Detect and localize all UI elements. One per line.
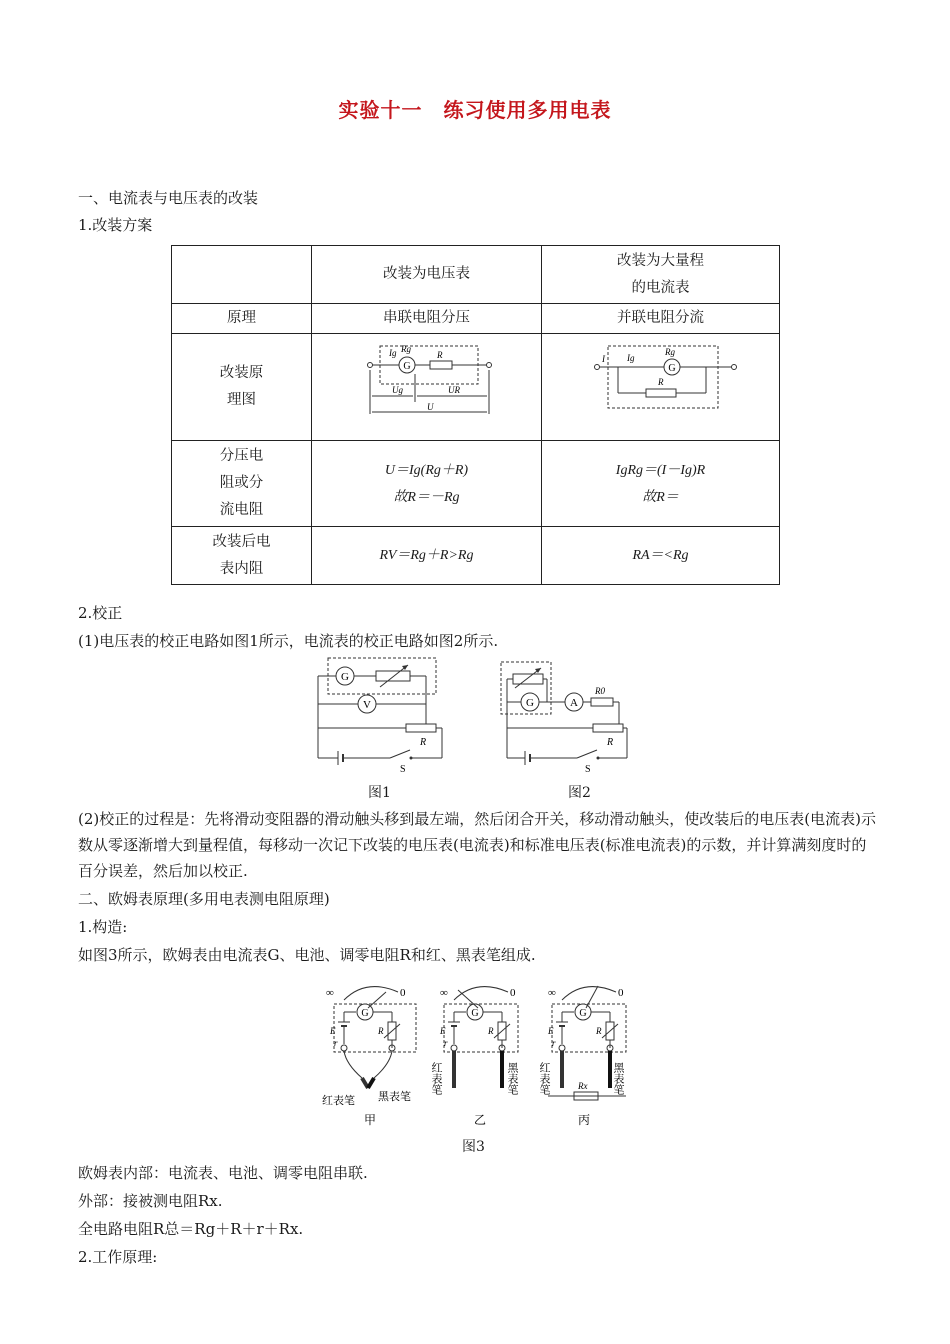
table-header-empty xyxy=(172,246,312,304)
figure-3-caption: 图3 xyxy=(462,1139,485,1155)
svg-text:0: 0 xyxy=(510,987,516,999)
structure-paragraph: 如图3所示，欧姆表由电流表G、电池、调零电阻R和红、黑表笔组成. xyxy=(78,946,536,964)
ohmmeter-total-resistance: 全电路电阻R总＝Rg＋R＋r＋Rx. xyxy=(78,1220,304,1238)
svg-text:红表笔: 红表笔 xyxy=(538,1062,550,1095)
voltmeter-conversion-diagram xyxy=(312,334,541,430)
calibration-paragraph-2: (2)校正的过程是：先将滑动变阻器的滑动触头移到最左端，然后闭合开关，移动滑动触头，使改装后的电压表(电流表)示数从零逐渐增大到量程值，每移动一次记下改装的电压表(电流表)和标准电压表(标准电流表)的示数，并计算满刻度时的百分误差，然后加以校正. xyxy=(78,810,876,880)
svg-text:I: I xyxy=(602,354,605,364)
svg-text:Rg: Rg xyxy=(665,347,675,357)
table-header-ammeter: 改装为大量程 的电流表 xyxy=(542,246,780,304)
svg-text:∞: ∞ xyxy=(548,987,556,999)
svg-text:红表笔: 红表笔 xyxy=(430,1062,442,1095)
figure-2-ammeter-calibration xyxy=(495,654,635,774)
svg-text:∞: ∞ xyxy=(440,987,448,999)
section-heading-2: 二、欧姆表原理(多用电表测电阻原理) xyxy=(78,890,330,908)
subheading-plan: 1.改装方案 xyxy=(78,216,153,234)
figure-2-caption: 图2 xyxy=(568,785,591,801)
svg-text:G: G xyxy=(471,1008,479,1019)
row-label-internal-resistance: 改装后电 表内阻 xyxy=(172,527,312,585)
resistor-formula-ammeter: IgRg＝(I－Ig)R 故R＝ xyxy=(542,441,780,527)
table-header-voltmeter: 改装为电压表 xyxy=(312,246,542,304)
svg-text:G: G xyxy=(668,363,676,374)
calibration-paragraph-1: (1)电压表的校正电路如图1所示，电流表的校正电路如图2所示. xyxy=(78,632,499,650)
row-label-resistor: 分压电 阻或分 流电阻 xyxy=(172,441,312,527)
svg-text:红表笔: 红表笔 xyxy=(322,1095,355,1107)
svg-text:0: 0 xyxy=(618,987,624,999)
ohmmeter-inside: 欧姆表内部：电流表、电池、调零电阻串联. xyxy=(78,1164,368,1182)
ammeter-conversion-diagram xyxy=(542,334,779,430)
subheading-working-principle: 2.工作原理: xyxy=(78,1248,158,1266)
principle-ammeter: 并联电阻分流 xyxy=(542,304,780,334)
row-label-principle: 原理 xyxy=(172,304,312,334)
svg-text:R: R xyxy=(378,1026,384,1036)
svg-text:G: G xyxy=(403,361,411,372)
figure-1-voltmeter-calibration xyxy=(310,654,450,774)
svg-text:r: r xyxy=(334,1038,338,1048)
svg-text:r: r xyxy=(444,1038,448,1048)
svg-text:R0: R0 xyxy=(595,686,605,696)
ohmmeter-panel-jia xyxy=(322,987,416,1127)
svg-text:G: G xyxy=(361,1008,369,1019)
svg-text:G: G xyxy=(341,671,349,683)
subheading-calibration: 2.校正 xyxy=(78,604,123,622)
resistor-formula-voltmeter: U＝Ig(Rg＋R) 故R＝－Rg xyxy=(312,441,542,527)
svg-text:R: R xyxy=(596,1026,602,1036)
subheading-structure: 1.构造: xyxy=(78,918,128,936)
svg-text:R: R xyxy=(658,377,664,387)
internal-resistance-voltmeter: RV＝Rg＋R>Rg xyxy=(312,527,542,585)
svg-text:E: E xyxy=(440,1026,446,1036)
svg-text:Rx: Rx xyxy=(578,1081,588,1091)
svg-text:r: r xyxy=(552,1038,556,1048)
svg-text:E: E xyxy=(548,1026,554,1036)
svg-text:0: 0 xyxy=(400,987,406,999)
ohmmeter-panel-yi xyxy=(430,987,519,1127)
svg-text:丙: 丙 xyxy=(578,1113,591,1127)
ohmmeter-panel-bing xyxy=(538,986,626,1127)
svg-text:S: S xyxy=(400,764,406,774)
svg-text:R: R xyxy=(488,1026,494,1036)
section-heading-1: 一、电流表与电压表的改装 xyxy=(78,189,259,207)
conversion-table xyxy=(171,245,780,585)
svg-text:E: E xyxy=(330,1026,336,1036)
svg-text:UR: UR xyxy=(448,385,460,395)
internal-resistance-ammeter: RA＝<Rg xyxy=(542,527,780,585)
svg-text:黑表笔: 黑表笔 xyxy=(378,1091,411,1103)
figure-3-ohmmeter xyxy=(316,978,636,1130)
svg-text:Ig: Ig xyxy=(627,353,635,363)
svg-text:Ig: Ig xyxy=(389,348,397,358)
svg-text:乙: 乙 xyxy=(474,1113,487,1127)
ohmmeter-outside: 外部：接被测电阻Rx. xyxy=(78,1192,223,1210)
svg-text:甲: 甲 xyxy=(364,1113,377,1127)
page-title: 实验十一 练习使用多用电表 xyxy=(338,98,612,122)
principle-voltmeter: 串联电阻分压 xyxy=(312,304,542,334)
svg-text:黑表笔: 黑表笔 xyxy=(506,1062,518,1095)
svg-text:S: S xyxy=(585,764,591,774)
svg-text:R: R xyxy=(420,737,427,748)
svg-text:Ug: Ug xyxy=(392,385,403,395)
svg-text:Rg: Rg xyxy=(401,344,411,354)
svg-text:G: G xyxy=(579,1008,587,1019)
svg-text:A: A xyxy=(570,697,578,709)
svg-text:R: R xyxy=(607,737,614,748)
svg-text:U: U xyxy=(427,402,434,412)
figure-1-caption: 图1 xyxy=(368,785,391,801)
svg-text:G: G xyxy=(526,697,534,709)
row-label-diagram: 改装原 理图 xyxy=(172,334,312,441)
svg-text:R: R xyxy=(437,350,443,360)
ammeter-diagram-cell xyxy=(542,334,780,441)
svg-text:黑表笔: 黑表笔 xyxy=(612,1062,624,1095)
svg-text:∞: ∞ xyxy=(326,987,334,999)
svg-text:V: V xyxy=(363,699,371,711)
voltmeter-diagram-cell xyxy=(312,334,542,441)
